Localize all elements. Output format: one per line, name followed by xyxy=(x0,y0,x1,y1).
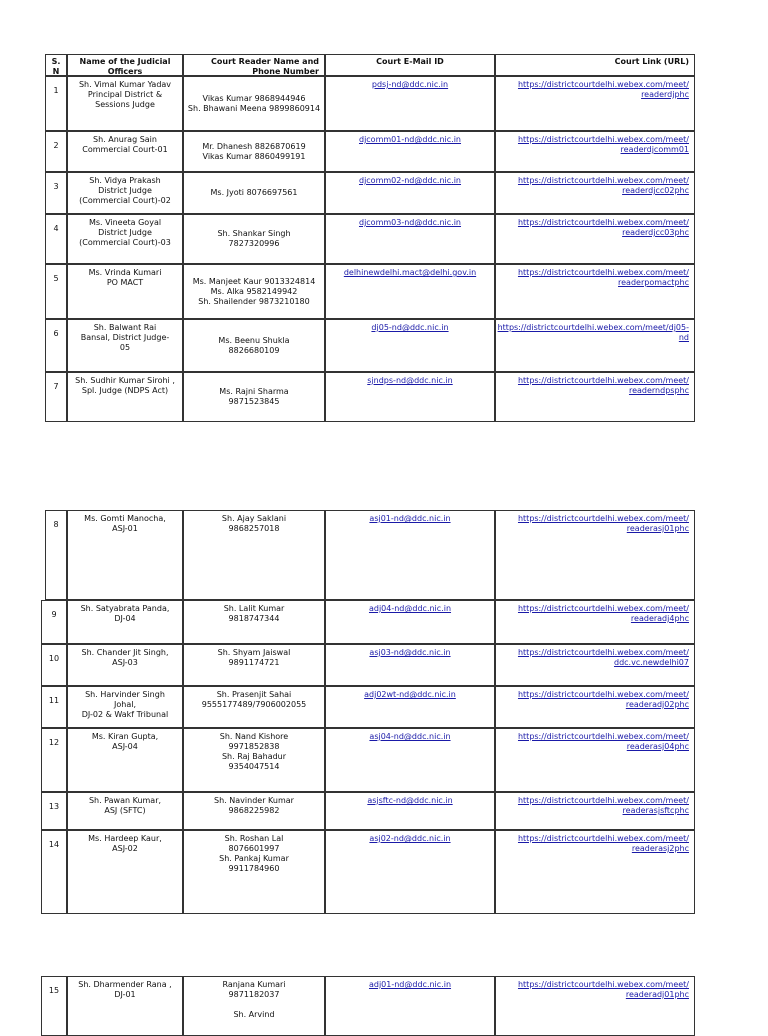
row13-link-line[interactable]: https://districtcourtdelhi.webex.com/meet/ xyxy=(517,796,689,805)
row3-judicial-line: (Commercial Court)-02 xyxy=(79,196,171,205)
row11-email[interactable] xyxy=(325,686,495,728)
row10-sn-line: 10 xyxy=(48,654,60,663)
row2-reader xyxy=(183,131,325,172)
row1-link-line[interactable]: readerdjphc xyxy=(641,90,689,99)
row13-reader xyxy=(183,792,325,830)
row14-email-line[interactable]: asj02-nd@ddc.nic.in xyxy=(369,834,451,843)
row14-link-line[interactable]: https://districtcourtdelhi.webex.com/meet/ xyxy=(517,834,689,843)
row10-email[interactable] xyxy=(325,644,495,686)
row8-reader-line: Sh. Ajay Saklani xyxy=(221,514,287,523)
row15-link[interactable] xyxy=(495,976,695,1036)
row4-link[interactable] xyxy=(495,214,695,264)
row4-judicial-line: Ms. Vineeta Goyal xyxy=(88,218,162,227)
row9-judicial-line: Sh. Satyabrata Panda, xyxy=(80,604,170,613)
row2-sn xyxy=(45,131,67,172)
row12-email-line[interactable]: asj04-nd@ddc.nic.in xyxy=(369,732,451,741)
header-sn-line: N xyxy=(52,67,60,76)
row7-reader-line: Ms. Rajni Sharma xyxy=(219,387,289,396)
row10-judicial xyxy=(67,644,183,686)
row9-link[interactable] xyxy=(495,600,695,644)
row9-reader-line: 9818747344 xyxy=(228,614,280,623)
row6-judicial xyxy=(67,319,183,372)
row13-email[interactable] xyxy=(325,792,495,830)
row10-email-line[interactable]: asj03-nd@ddc.nic.in xyxy=(369,648,451,657)
row12-link-line[interactable]: https://districtcourtdelhi.webex.com/meet/ xyxy=(517,732,689,741)
row1-sn xyxy=(45,76,67,131)
row14-reader-line: Sh. Roshan Lal xyxy=(224,834,284,843)
row15-email-line[interactable]: adj01-nd@ddc.nic.in xyxy=(368,980,452,989)
row9-sn xyxy=(41,600,67,644)
row11-sn-line: 11 xyxy=(48,696,60,705)
row13-reader-line: 9868225982 xyxy=(228,806,280,815)
row5-link[interactable] xyxy=(495,264,695,319)
row3-link-line[interactable]: https://districtcourtdelhi.webex.com/meet/ xyxy=(517,176,689,185)
row10-judicial-line: Sh. Chander Jit Singh, xyxy=(81,648,169,657)
row9-sn-line: 9 xyxy=(51,610,57,619)
row14-reader-line: 8076601997 xyxy=(228,844,280,853)
row1-link[interactable] xyxy=(495,76,695,131)
row5-email-line[interactable]: delhinewdelhi.mact@delhi.gov.in xyxy=(343,268,477,277)
row5-sn-line: 5 xyxy=(53,274,59,283)
row12-reader xyxy=(183,728,325,792)
row5-reader xyxy=(183,264,325,319)
row6-link[interactable] xyxy=(495,319,695,372)
row2-judicial-line: Sh. Anurag Sain xyxy=(93,135,157,144)
row6-link-line[interactable]: nd xyxy=(678,333,689,342)
row15-sn xyxy=(41,976,67,1036)
row7-reader xyxy=(183,372,325,422)
row6-judicial-line: Sh. Balwant Rai xyxy=(93,323,157,332)
row7-email[interactable] xyxy=(325,372,495,422)
row15-judicial-line: Sh. Dharmender Rana , xyxy=(78,980,172,989)
row15-reader-line: Ranjana Kumari xyxy=(222,980,286,989)
header-reader-line: Phone Number xyxy=(252,67,319,76)
row13-email-line[interactable]: asjsftc-nd@ddc.nic.in xyxy=(367,796,453,805)
row10-link-line[interactable]: ddc.vc.newdelhi07 xyxy=(613,658,689,667)
header-email xyxy=(325,54,495,76)
row15-reader-line: Sh. Arvind xyxy=(233,1010,275,1019)
row4-judicial xyxy=(67,214,183,264)
row3-sn xyxy=(45,172,67,214)
row11-reader xyxy=(183,686,325,728)
row8-link-line[interactable]: https://districtcourtdelhi.webex.com/meet/ xyxy=(517,514,689,523)
row10-link-line[interactable]: https://districtcourtdelhi.webex.com/meet/ xyxy=(517,648,689,657)
row2-email[interactable] xyxy=(325,131,495,172)
row8-sn-line: 8 xyxy=(53,520,59,529)
row9-judicial xyxy=(67,600,183,644)
row2-link[interactable] xyxy=(495,131,695,172)
row9-link-line[interactable]: readeradj4phc xyxy=(630,614,689,623)
row12-link-line[interactable]: readerasj04phc xyxy=(626,742,689,751)
row15-judicial xyxy=(67,976,183,1036)
row2-link-line[interactable]: https://districtcourtdelhi.webex.com/meet/ xyxy=(517,135,689,144)
row14-judicial xyxy=(67,830,183,914)
row7-sn-line: 7 xyxy=(53,382,59,391)
row13-reader-line: Sh. Navinder Kumar xyxy=(214,796,294,805)
row4-email[interactable] xyxy=(325,214,495,264)
header-sn-line: S. xyxy=(51,57,61,66)
row11-judicial-line: Johal, xyxy=(114,700,136,709)
row6-link-line[interactable]: https://districtcourtdelhi.webex.com/meet/dj05- xyxy=(497,323,689,332)
row2-link-line[interactable]: readerdjcomm01 xyxy=(620,145,689,154)
row6-judicial-line: 05 xyxy=(119,343,131,352)
row11-link[interactable] xyxy=(495,686,695,728)
row11-sn xyxy=(41,686,67,728)
row14-judicial-line: ASJ-02 xyxy=(112,844,138,853)
row5-judicial-line: PO MACT xyxy=(106,278,144,287)
header-sn xyxy=(45,54,67,76)
row5-email[interactable] xyxy=(325,264,495,319)
header-judicial-line: Name of the Judicial xyxy=(79,57,171,66)
header-judicial-line: Officers xyxy=(107,67,143,76)
row5-reader-line: Ms. Alka 9582149942 xyxy=(210,286,298,296)
row15-judicial-line: DJ-01 xyxy=(114,990,136,999)
row1-reader-line: Sh. Bhawani Meena 9899860914 xyxy=(187,103,321,113)
row12-reader-line: Sh. Raj Bahadur xyxy=(221,752,287,761)
row11-link-line[interactable]: readeradj02phc xyxy=(625,700,689,709)
row12-judicial-line: ASJ-04 xyxy=(112,742,138,751)
row4-link-line[interactable]: readerdjcc03phc xyxy=(622,228,689,237)
row6-sn-line: 6 xyxy=(53,329,59,338)
row13-judicial xyxy=(67,792,183,830)
row8-judicial-line: Ms. Gomti Manocha, xyxy=(84,514,166,523)
row2-email-line[interactable]: djcomm01-nd@ddc.nic.in xyxy=(358,135,462,144)
row3-judicial xyxy=(67,172,183,214)
row15-reader xyxy=(183,976,325,1036)
header-link-line: Court Link (URL) xyxy=(614,57,689,66)
row2-judicial xyxy=(67,131,183,172)
row3-sn-line: 3 xyxy=(53,182,59,191)
row7-email-line[interactable]: sjndps-nd@ddc.nic.in xyxy=(367,376,453,385)
row1-judicial xyxy=(67,76,183,131)
row3-link-line[interactable]: readerdjcc02phc xyxy=(622,186,689,195)
row11-link-line[interactable]: https://districtcourtdelhi.webex.com/meet/ xyxy=(517,690,689,699)
row14-reader-line: 9911784960 xyxy=(228,864,280,873)
row14-link-line[interactable]: readerasj2phc xyxy=(631,844,689,853)
row2-reader-line: Vikas Kumar 8860499191 xyxy=(202,151,306,161)
header-judicial xyxy=(67,54,183,76)
row6-reader-line: Ms. Beenu Shukla xyxy=(218,335,290,345)
row11-reader-line: Sh. Prasenjit Sahai xyxy=(216,690,292,699)
row3-email[interactable] xyxy=(325,172,495,214)
row7-judicial-line: Sh. Sudhir Kumar Sirohi , xyxy=(75,376,175,385)
row4-judicial-line: District Judge xyxy=(98,228,152,237)
row14-email[interactable] xyxy=(325,830,495,914)
row12-link[interactable] xyxy=(495,728,695,792)
row14-link[interactable] xyxy=(495,830,695,914)
row9-reader xyxy=(183,600,325,644)
row5-link-line[interactable]: https://districtcourtdelhi.webex.com/meet/ xyxy=(517,268,689,277)
row4-email-line[interactable]: djcomm03-nd@ddc.nic.in xyxy=(358,218,462,227)
row12-reader-line: 9354047514 xyxy=(228,762,280,771)
row11-judicial-line: DJ-02 & Wakf Tribunal xyxy=(81,710,169,719)
row5-judicial-line: Ms. Vrinda Kumari xyxy=(88,268,162,277)
row15-link-line[interactable]: readeradj01phc xyxy=(625,990,689,999)
row8-link[interactable] xyxy=(495,510,695,600)
row3-link[interactable] xyxy=(495,172,695,214)
row5-link-line[interactable]: readerpomactphc xyxy=(618,278,689,287)
row1-reader xyxy=(183,76,325,131)
row3-reader-line: Ms. Jyoti 8076697561 xyxy=(210,188,298,197)
row9-email-line[interactable]: adj04-nd@ddc.nic.in xyxy=(368,604,452,613)
row13-judicial-line: Sh. Pawan Kumar, xyxy=(88,796,162,805)
row13-link-line[interactable]: readerasjsftcphc xyxy=(622,806,689,815)
row1-judicial-line: Sh. Vimal Kumar Yadav xyxy=(78,80,172,89)
row13-judicial-line: ASJ (SFTC) xyxy=(104,806,146,815)
row5-sn xyxy=(45,264,67,319)
row14-sn-line: 14 xyxy=(48,840,60,849)
row3-judicial-line: District Judge xyxy=(98,186,152,195)
row4-link-line[interactable]: https://districtcourtdelhi.webex.com/meet/ xyxy=(517,218,689,227)
row3-reader xyxy=(183,172,325,214)
row4-reader xyxy=(183,214,325,264)
row6-email-line[interactable]: dj05-nd@ddc.nic.in xyxy=(371,323,449,332)
row14-reader xyxy=(183,830,325,914)
row9-link-line[interactable]: https://districtcourtdelhi.webex.com/meet/ xyxy=(517,604,689,613)
row7-link[interactable] xyxy=(495,372,695,422)
row10-reader-line: Sh. Shyam Jaiswal xyxy=(217,648,291,657)
row1-sn-line: 1 xyxy=(53,86,59,95)
row14-sn xyxy=(41,830,67,914)
row1-judicial-line: Sessions Judge xyxy=(95,100,155,109)
row7-link-line[interactable]: readerndpsphc xyxy=(628,386,689,395)
row4-judicial-line: (Commercial Court)-03 xyxy=(79,238,171,247)
row12-judicial-line: Ms. Kiran Gupta, xyxy=(91,732,159,741)
row9-email[interactable] xyxy=(325,600,495,644)
header-link xyxy=(495,54,695,76)
row4-sn-line: 4 xyxy=(53,224,59,233)
row8-reader xyxy=(183,510,325,600)
row11-judicial xyxy=(67,686,183,728)
row3-judicial-line: Sh. Vidya Prakash xyxy=(89,176,161,185)
row14-judicial-line: Ms. Hardeep Kaur, xyxy=(88,834,162,843)
row10-sn xyxy=(41,644,67,686)
row8-email[interactable] xyxy=(325,510,495,600)
row10-judicial-line: ASJ-03 xyxy=(112,658,138,667)
row12-email[interactable] xyxy=(325,728,495,792)
header-reader xyxy=(183,54,325,76)
row12-reader-line: 9971852838 xyxy=(228,742,280,751)
header-email-line: Court E-Mail ID xyxy=(376,57,444,66)
row15-email[interactable] xyxy=(325,976,495,1036)
row7-reader-line: 9871523845 xyxy=(228,397,280,406)
row4-reader-line: Sh. Shankar Singh xyxy=(217,229,291,238)
row1-reader-line: Vikas Kumar 9868944946 xyxy=(202,93,306,103)
row5-reader-line: Sh. Shailender 9873210180 xyxy=(198,296,310,306)
row11-reader-line: 9555177489/7906002055 xyxy=(201,700,307,709)
row6-reader-line: 8826680109 xyxy=(228,345,280,355)
row7-sn xyxy=(45,372,67,422)
row6-sn xyxy=(45,319,67,372)
row12-sn xyxy=(41,728,67,792)
row11-judicial-line: Sh. Harvinder Singh xyxy=(85,690,165,699)
row9-reader-line: Sh. Lalit Kumar xyxy=(223,604,285,613)
row8-link-line[interactable]: readerasj01phc xyxy=(626,524,689,533)
row8-sn xyxy=(45,510,67,600)
row15-reader-line: 9871182037 xyxy=(228,990,280,999)
row10-reader xyxy=(183,644,325,686)
row15-sn-line: 15 xyxy=(48,986,60,995)
row2-reader-line: Mr. Dhanesh 8826870619 xyxy=(202,141,306,151)
row13-sn-line: 13 xyxy=(48,802,60,811)
row6-email[interactable] xyxy=(325,319,495,372)
row3-email-line[interactable]: djcomm02-nd@ddc.nic.in xyxy=(358,176,462,185)
row15-link-line[interactable]: https://districtcourtdelhi.webex.com/meet/ xyxy=(517,980,689,989)
row6-judicial-line: Bansal, District Judge- xyxy=(80,333,170,342)
row14-reader-line: Sh. Pankaj Kumar xyxy=(219,854,289,863)
row13-sn xyxy=(41,792,67,830)
row2-judicial-line: Commercial Court-01 xyxy=(82,145,168,154)
row1-link-line[interactable]: https://districtcourtdelhi.webex.com/meet/ xyxy=(517,80,689,89)
row1-email[interactable] xyxy=(325,76,495,131)
row1-email-line[interactable]: pdsj-nd@ddc.nic.in xyxy=(371,80,449,89)
row4-sn xyxy=(45,214,67,264)
row5-judicial xyxy=(67,264,183,319)
row10-link[interactable] xyxy=(495,644,695,686)
row8-email-line[interactable]: asj01-nd@ddc.nic.in xyxy=(369,514,451,523)
row7-link-line[interactable]: https://districtcourtdelhi.webex.com/meet/ xyxy=(517,376,689,385)
row5-reader-line: Ms. Manjeet Kaur 9013324814 xyxy=(192,276,316,286)
row15-reader-line xyxy=(253,1000,256,1010)
row11-email-line[interactable]: adj02wt-nd@ddc.nic.in xyxy=(364,690,456,699)
row7-judicial xyxy=(67,372,183,422)
row9-judicial-line: DJ-04 xyxy=(114,614,136,623)
row12-sn-line: 12 xyxy=(48,738,60,747)
row12-reader-line: Sh. Nand Kishore xyxy=(219,732,289,741)
row8-judicial xyxy=(67,510,183,600)
row6-reader xyxy=(183,319,325,372)
row7-judicial-line: Spl. Judge (NDPS Act) xyxy=(81,386,169,395)
row8-judicial-line: ASJ-01 xyxy=(112,524,138,533)
row1-judicial-line: Principal District & xyxy=(87,90,163,99)
row4-reader-line: 7827320996 xyxy=(228,239,280,248)
row8-reader-line: 9868257018 xyxy=(228,524,280,533)
row10-reader-line: 9891174721 xyxy=(228,658,280,667)
row2-sn-line: 2 xyxy=(53,141,59,150)
row12-judicial xyxy=(67,728,183,792)
header-reader-line: Court Reader Name and xyxy=(211,57,319,66)
row13-link[interactable] xyxy=(495,792,695,830)
